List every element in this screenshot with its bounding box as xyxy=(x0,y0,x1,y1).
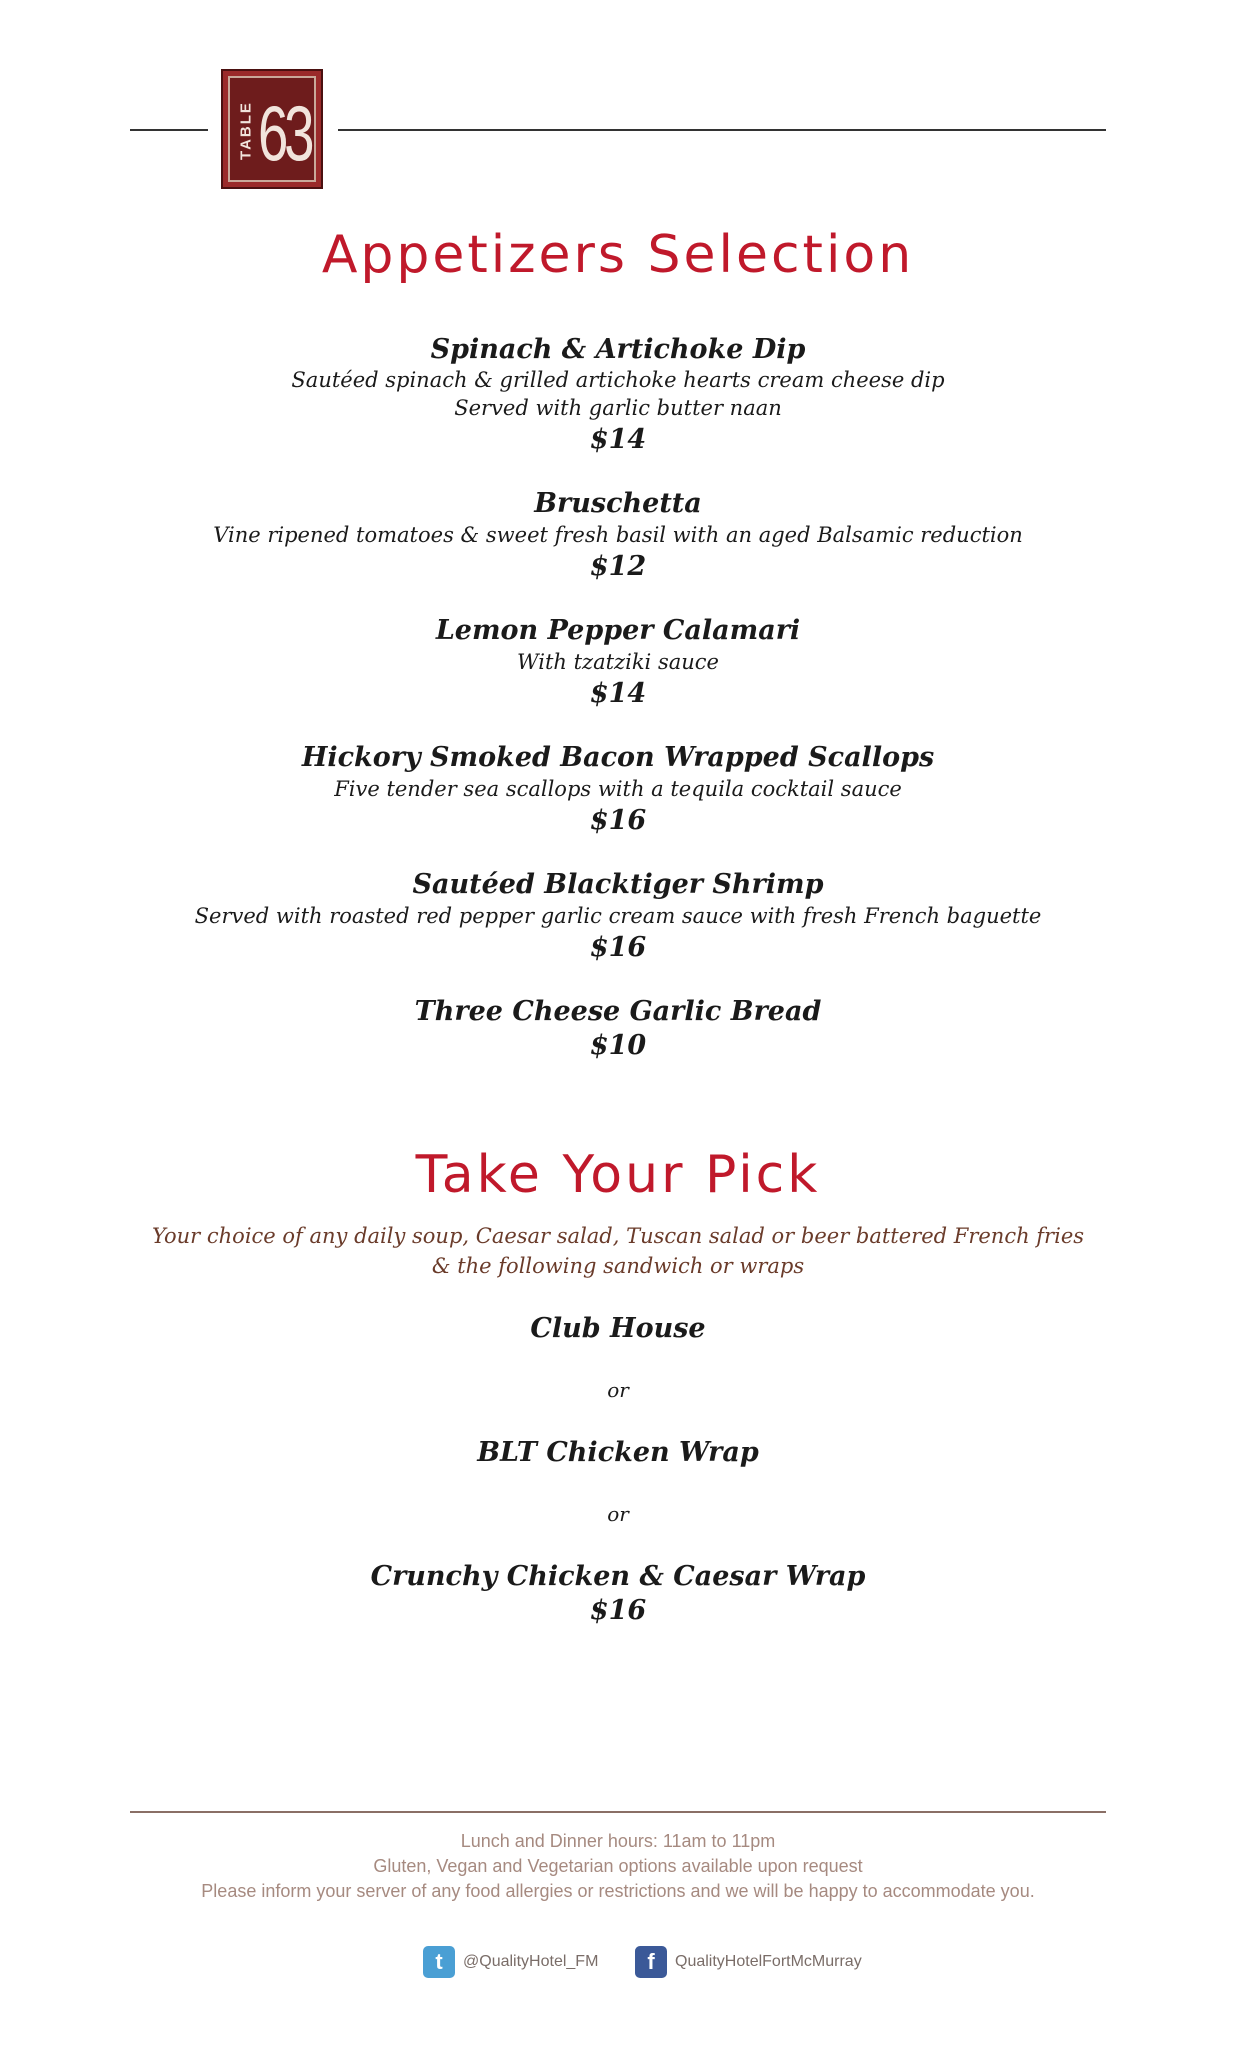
pick-intro: & the following sandwich or wraps xyxy=(431,1254,805,1278)
item-name: Three Cheese Garlic Bread xyxy=(414,996,822,1027)
item-name: Sautéed Blacktiger Shrimp xyxy=(412,869,824,900)
logo-frame xyxy=(228,76,316,182)
facebook-handle: QualityHotelFortMcMurray xyxy=(675,1953,862,1970)
pick-option: BLT Chicken Wrap xyxy=(477,1437,759,1468)
twitter-icon: t xyxy=(423,1946,455,1978)
pick-option: Crunchy Chicken & Caesar Wrap xyxy=(370,1561,866,1592)
or-label: or xyxy=(607,1378,629,1402)
footer-line: Lunch and Dinner hours: 11am to 11pm xyxy=(460,1831,776,1851)
facebook-icon: f xyxy=(635,1946,667,1978)
footer-line: Gluten, Vegan and Vegetarian options available upon request xyxy=(373,1856,863,1876)
table63-logo xyxy=(221,69,323,189)
item-desc: Vine ripened tomatoes & sweet fresh basil with an aged Balsamic reduction xyxy=(213,523,1023,547)
item-name: Lemon Pepper Calamari xyxy=(435,615,801,646)
logo-number: 63 xyxy=(258,89,311,177)
item-price: $16 xyxy=(589,932,647,963)
item-name: Hickory Smoked Bacon Wrapped Scallops xyxy=(301,742,935,773)
item-price: $14 xyxy=(589,678,647,709)
twitter-handle: @QualityHotel_FM xyxy=(463,1953,599,1970)
item-desc: Served with garlic butter naan xyxy=(454,396,782,420)
footer-line: Please inform your server of any food allergies or restrictions and we will be happy to accommodate you. xyxy=(201,1881,1035,1901)
logo-word: TABLE xyxy=(237,101,255,160)
header-rule-right xyxy=(338,129,1106,131)
pick-option: Club House xyxy=(530,1313,706,1344)
item-name: Bruschetta xyxy=(534,488,702,519)
item-price: $16 xyxy=(589,805,647,836)
pick-title: Take Your Pick xyxy=(415,1145,821,1205)
footer-rule xyxy=(130,1811,1106,1813)
facebook-link[interactable] xyxy=(635,1945,862,1979)
item-price: $14 xyxy=(589,424,647,455)
header-rule-left xyxy=(130,129,208,131)
pick-price: $16 xyxy=(589,1595,647,1626)
or-label: or xyxy=(607,1502,629,1526)
item-desc: Five tender sea scallops with a tequila cocktail sauce xyxy=(334,777,902,801)
twitter-link[interactable] xyxy=(423,1945,598,1979)
item-desc: Served with roasted red pepper garlic cream sauce with fresh French baguette xyxy=(194,904,1042,928)
item-name: Spinach & Artichoke Dip xyxy=(430,334,806,365)
appetizers-title: Appetizers Selection xyxy=(321,225,915,285)
item-desc: With tzatziki sauce xyxy=(517,650,719,674)
item-desc: Sautéed spinach & grilled artichoke hearts cream cheese dip xyxy=(291,368,945,392)
item-price: $12 xyxy=(589,551,647,582)
pick-intro: Your choice of any daily soup, Caesar salad, Tuscan salad or beer battered French fries xyxy=(151,1224,1085,1248)
item-price: $10 xyxy=(589,1030,647,1061)
